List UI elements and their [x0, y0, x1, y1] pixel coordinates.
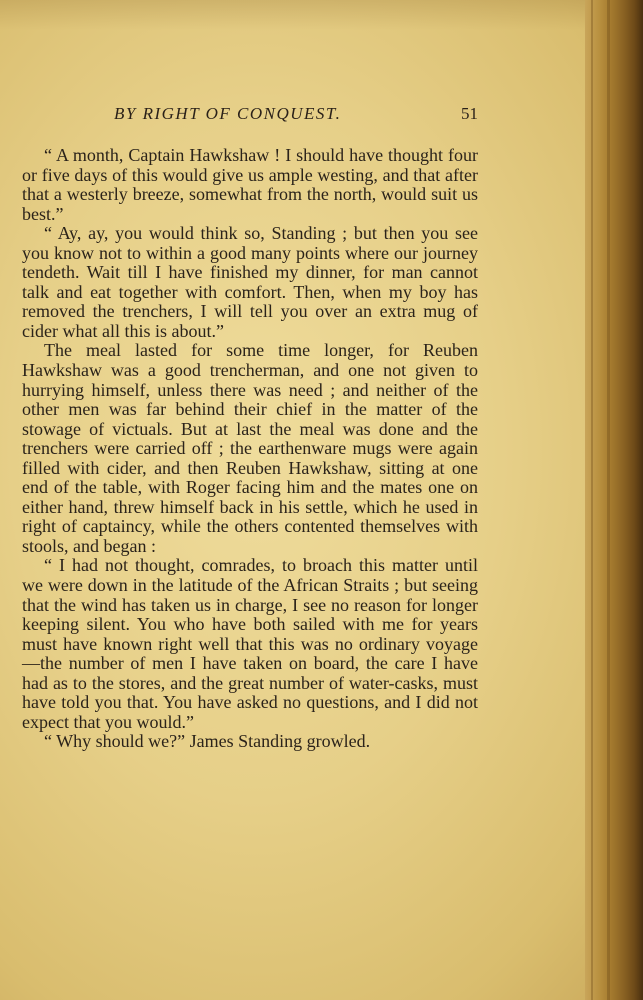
running-head: BY RIGHT OF CONQUEST.	[114, 104, 342, 123]
page-number: 51	[461, 104, 478, 123]
paragraph: “ I had not thought, comrades, to broach this matter until we were down in the latitude of the African Straits ; but seeing that the wind has taken us in charge, I see no reason for longer keeping silent. You who have both sailed with me for years must have known right well that this was no ordinary voyage—the number of men I have taken on board, the care I have had as to the stores, and the great number of water-casks, must have told you that. You have asked no questions, and I did not expect that you would.”	[22, 555, 478, 732]
paragraph: “ A month, Captain Hawkshaw ! I should have thought four or five days of this would give us ample westing, and that after that a westerly breeze, somewhat from the north, would suit us best.”	[22, 145, 478, 224]
paragraph: “ Ay, ay, you would think so, Standing ; but then you see you know not to within a good many points where our journey tendeth. Wait till I have finished my dinner, for man cannot talk and eat together with comfort. Then, when my boy has removed the trenchers, I will tell you over an extra mug of cider what all this is about.”	[22, 223, 478, 341]
page-header	[22, 104, 478, 130]
book-spine-edge	[585, 0, 643, 1000]
page-shading	[0, 0, 600, 30]
paragraph: The meal lasted for some time longer, for Reuben Hawkshaw was a good trencherman, and one not given to hurrying himself, unless there was need ; and neither of the other men was far behind their chief in the matter of the stowage of victuals. But at last the meal was done and the trenchers were carried off ; the earthenware mugs were again filled with cider, and then Reuben Hawkshaw, sitting at one end of the table, with Roger facing him and the mates one on either hand, threw himself back in his settle, which he used in right of captaincy, while the others contented themselves with stools, and began :	[22, 340, 478, 556]
body-text	[22, 146, 478, 752]
paragraph: “ Why should we?” James Standing growled.	[44, 731, 371, 752]
